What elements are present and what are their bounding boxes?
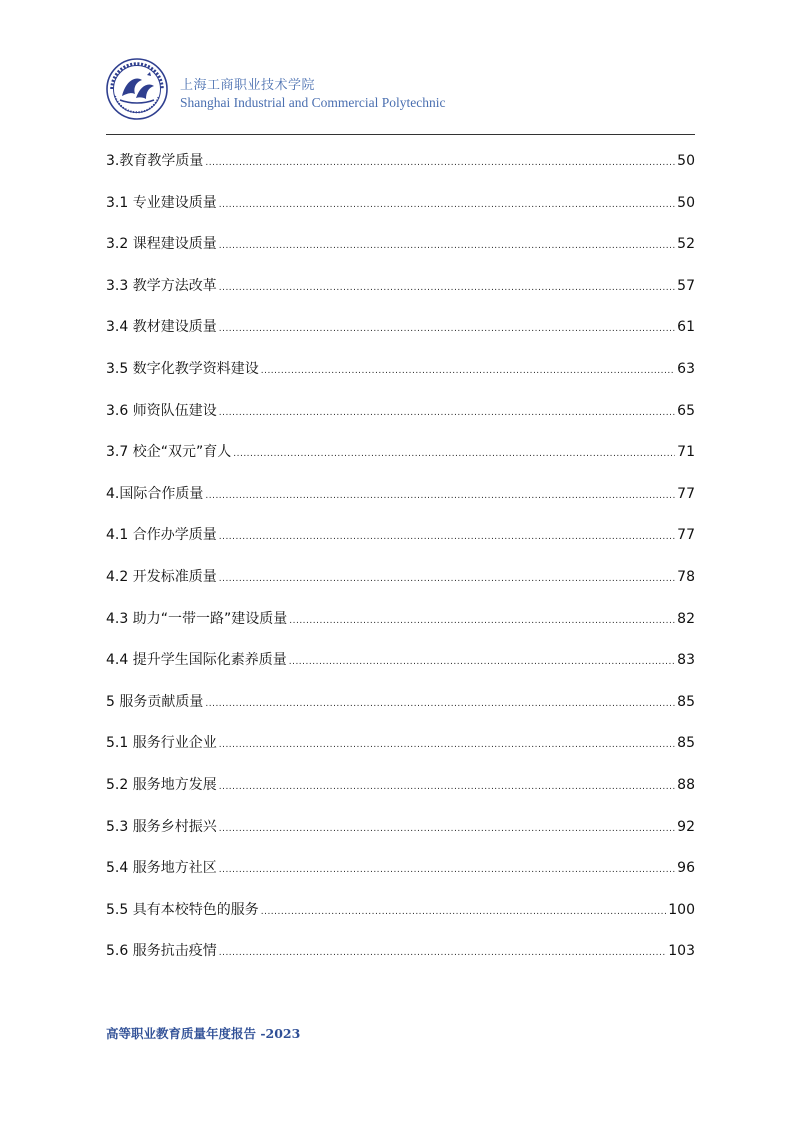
toc-dot-leader xyxy=(289,608,675,634)
toc-dot-leader xyxy=(219,275,675,301)
toc-entry-title: 4.1 合作办学质量 xyxy=(106,527,217,544)
toc-entry-title: 3.4 教材建设质量 xyxy=(106,319,217,336)
toc-entry[interactable] xyxy=(106,564,695,606)
toc-entry-title: 3.1 专业建设质量 xyxy=(106,194,217,211)
page-header xyxy=(106,58,696,136)
toc-entry-page-number: 63 xyxy=(677,360,695,377)
toc-dot-leader xyxy=(289,649,675,675)
toc-entry-title: 5.1 服务行业企业 xyxy=(106,735,217,752)
toc-entry-page-number: 77 xyxy=(677,527,695,544)
toc-entry[interactable] xyxy=(106,730,695,772)
toc-dot-leader xyxy=(219,233,675,259)
toc-entry[interactable] xyxy=(106,481,695,523)
header-divider xyxy=(106,134,695,135)
toc-entry-page-number: 103 xyxy=(668,943,695,960)
toc-dot-leader xyxy=(219,400,675,426)
toc-dot-leader xyxy=(261,899,667,925)
toc-entry[interactable] xyxy=(106,148,695,190)
toc-entry-title: 3.7 校企“双元”育人 xyxy=(106,444,232,461)
toc-entry[interactable] xyxy=(106,231,695,273)
toc-entry-title: 3.教育教学质量 xyxy=(106,153,204,169)
toc-entry-title: 3.6 师资队伍建设 xyxy=(106,402,217,419)
toc-entry-page-number: 85 xyxy=(677,735,695,752)
school-name-cn: 上海工商职业技术学院 xyxy=(180,78,316,93)
toc-dot-leader xyxy=(219,857,675,883)
toc-entry-title: 3.3 教学方法改革 xyxy=(106,277,217,294)
toc-dot-leader xyxy=(261,358,675,384)
toc-entry-page-number: 85 xyxy=(677,693,695,710)
toc-entry-title: 5.5 具有本校特色的服务 xyxy=(106,901,259,918)
toc-entry[interactable] xyxy=(106,314,695,356)
toc-entry[interactable] xyxy=(106,356,695,398)
school-emblem-icon xyxy=(106,58,168,120)
toc-entry[interactable] xyxy=(106,273,695,315)
toc-dot-leader xyxy=(219,774,675,800)
toc-entry-page-number: 77 xyxy=(677,485,695,502)
toc-dot-leader xyxy=(219,566,675,592)
table-of-contents xyxy=(106,148,695,980)
toc-entry-title: 3.2 课程建设质量 xyxy=(106,236,217,253)
toc-entry-title: 3.5 数字化教学资料建设 xyxy=(106,360,259,377)
toc-entry[interactable] xyxy=(106,190,695,232)
toc-entry-page-number: 78 xyxy=(677,568,695,585)
toc-entry-title: 4.3 助力“一带一路”建设质量 xyxy=(106,610,288,627)
toc-dot-leader xyxy=(205,691,675,717)
toc-entry-title: 5 服务贡献质量 xyxy=(106,693,204,710)
toc-entry-page-number: 92 xyxy=(677,818,695,835)
toc-entry-title: 5.3 服务乡村振兴 xyxy=(106,818,217,835)
toc-entry[interactable] xyxy=(106,398,695,440)
toc-dot-leader xyxy=(205,150,675,176)
toc-entry-title: 4.2 开发标准质量 xyxy=(106,568,217,585)
toc-entry-page-number: 96 xyxy=(677,860,695,877)
toc-entry-page-number: 88 xyxy=(677,776,695,793)
toc-dot-leader xyxy=(219,524,675,550)
toc-entry[interactable] xyxy=(106,772,695,814)
toc-entry[interactable] xyxy=(106,522,695,564)
toc-entry-title: 5.4 服务地方社区 xyxy=(106,860,217,877)
toc-entry-page-number: 57 xyxy=(677,277,695,294)
toc-entry-page-number: 52 xyxy=(677,236,695,253)
toc-dot-leader xyxy=(219,732,675,758)
toc-entry[interactable] xyxy=(106,606,695,648)
toc-entry-page-number: 61 xyxy=(677,319,695,336)
toc-entry-page-number: 50 xyxy=(677,194,695,211)
toc-entry-page-number: 83 xyxy=(677,652,695,669)
toc-entry[interactable] xyxy=(106,897,695,939)
toc-dot-leader xyxy=(219,940,667,966)
page-footer: 高等职业教育质量年度报告 -2023 xyxy=(106,1026,301,1041)
toc-entry-page-number: 50 xyxy=(677,153,695,169)
toc-dot-leader xyxy=(219,192,675,218)
toc-entry-page-number: 65 xyxy=(677,402,695,419)
toc-entry-title: 4.4 提升学生国际化素养质量 xyxy=(106,652,287,669)
toc-entry-page-number: 100 xyxy=(668,901,695,918)
toc-entry[interactable] xyxy=(106,689,695,731)
toc-entry[interactable] xyxy=(106,814,695,856)
toc-dot-leader xyxy=(219,316,675,342)
toc-entry-page-number: 82 xyxy=(677,610,695,627)
toc-entry[interactable] xyxy=(106,647,695,689)
toc-entry[interactable] xyxy=(106,855,695,897)
toc-entry[interactable] xyxy=(106,938,695,980)
toc-entry-page-number: 71 xyxy=(677,444,695,461)
toc-entry[interactable] xyxy=(106,439,695,481)
toc-dot-leader xyxy=(233,441,675,467)
toc-dot-leader xyxy=(205,483,675,509)
toc-entry-title: 4.国际合作质量 xyxy=(106,485,204,502)
toc-entry-title: 5.6 服务抗击疫情 xyxy=(106,943,217,960)
toc-entry-title: 5.2 服务地方发展 xyxy=(106,776,217,793)
school-name-en: Shanghai Industrial and Commercial Polytechnic xyxy=(180,95,446,110)
toc-dot-leader xyxy=(219,816,675,842)
